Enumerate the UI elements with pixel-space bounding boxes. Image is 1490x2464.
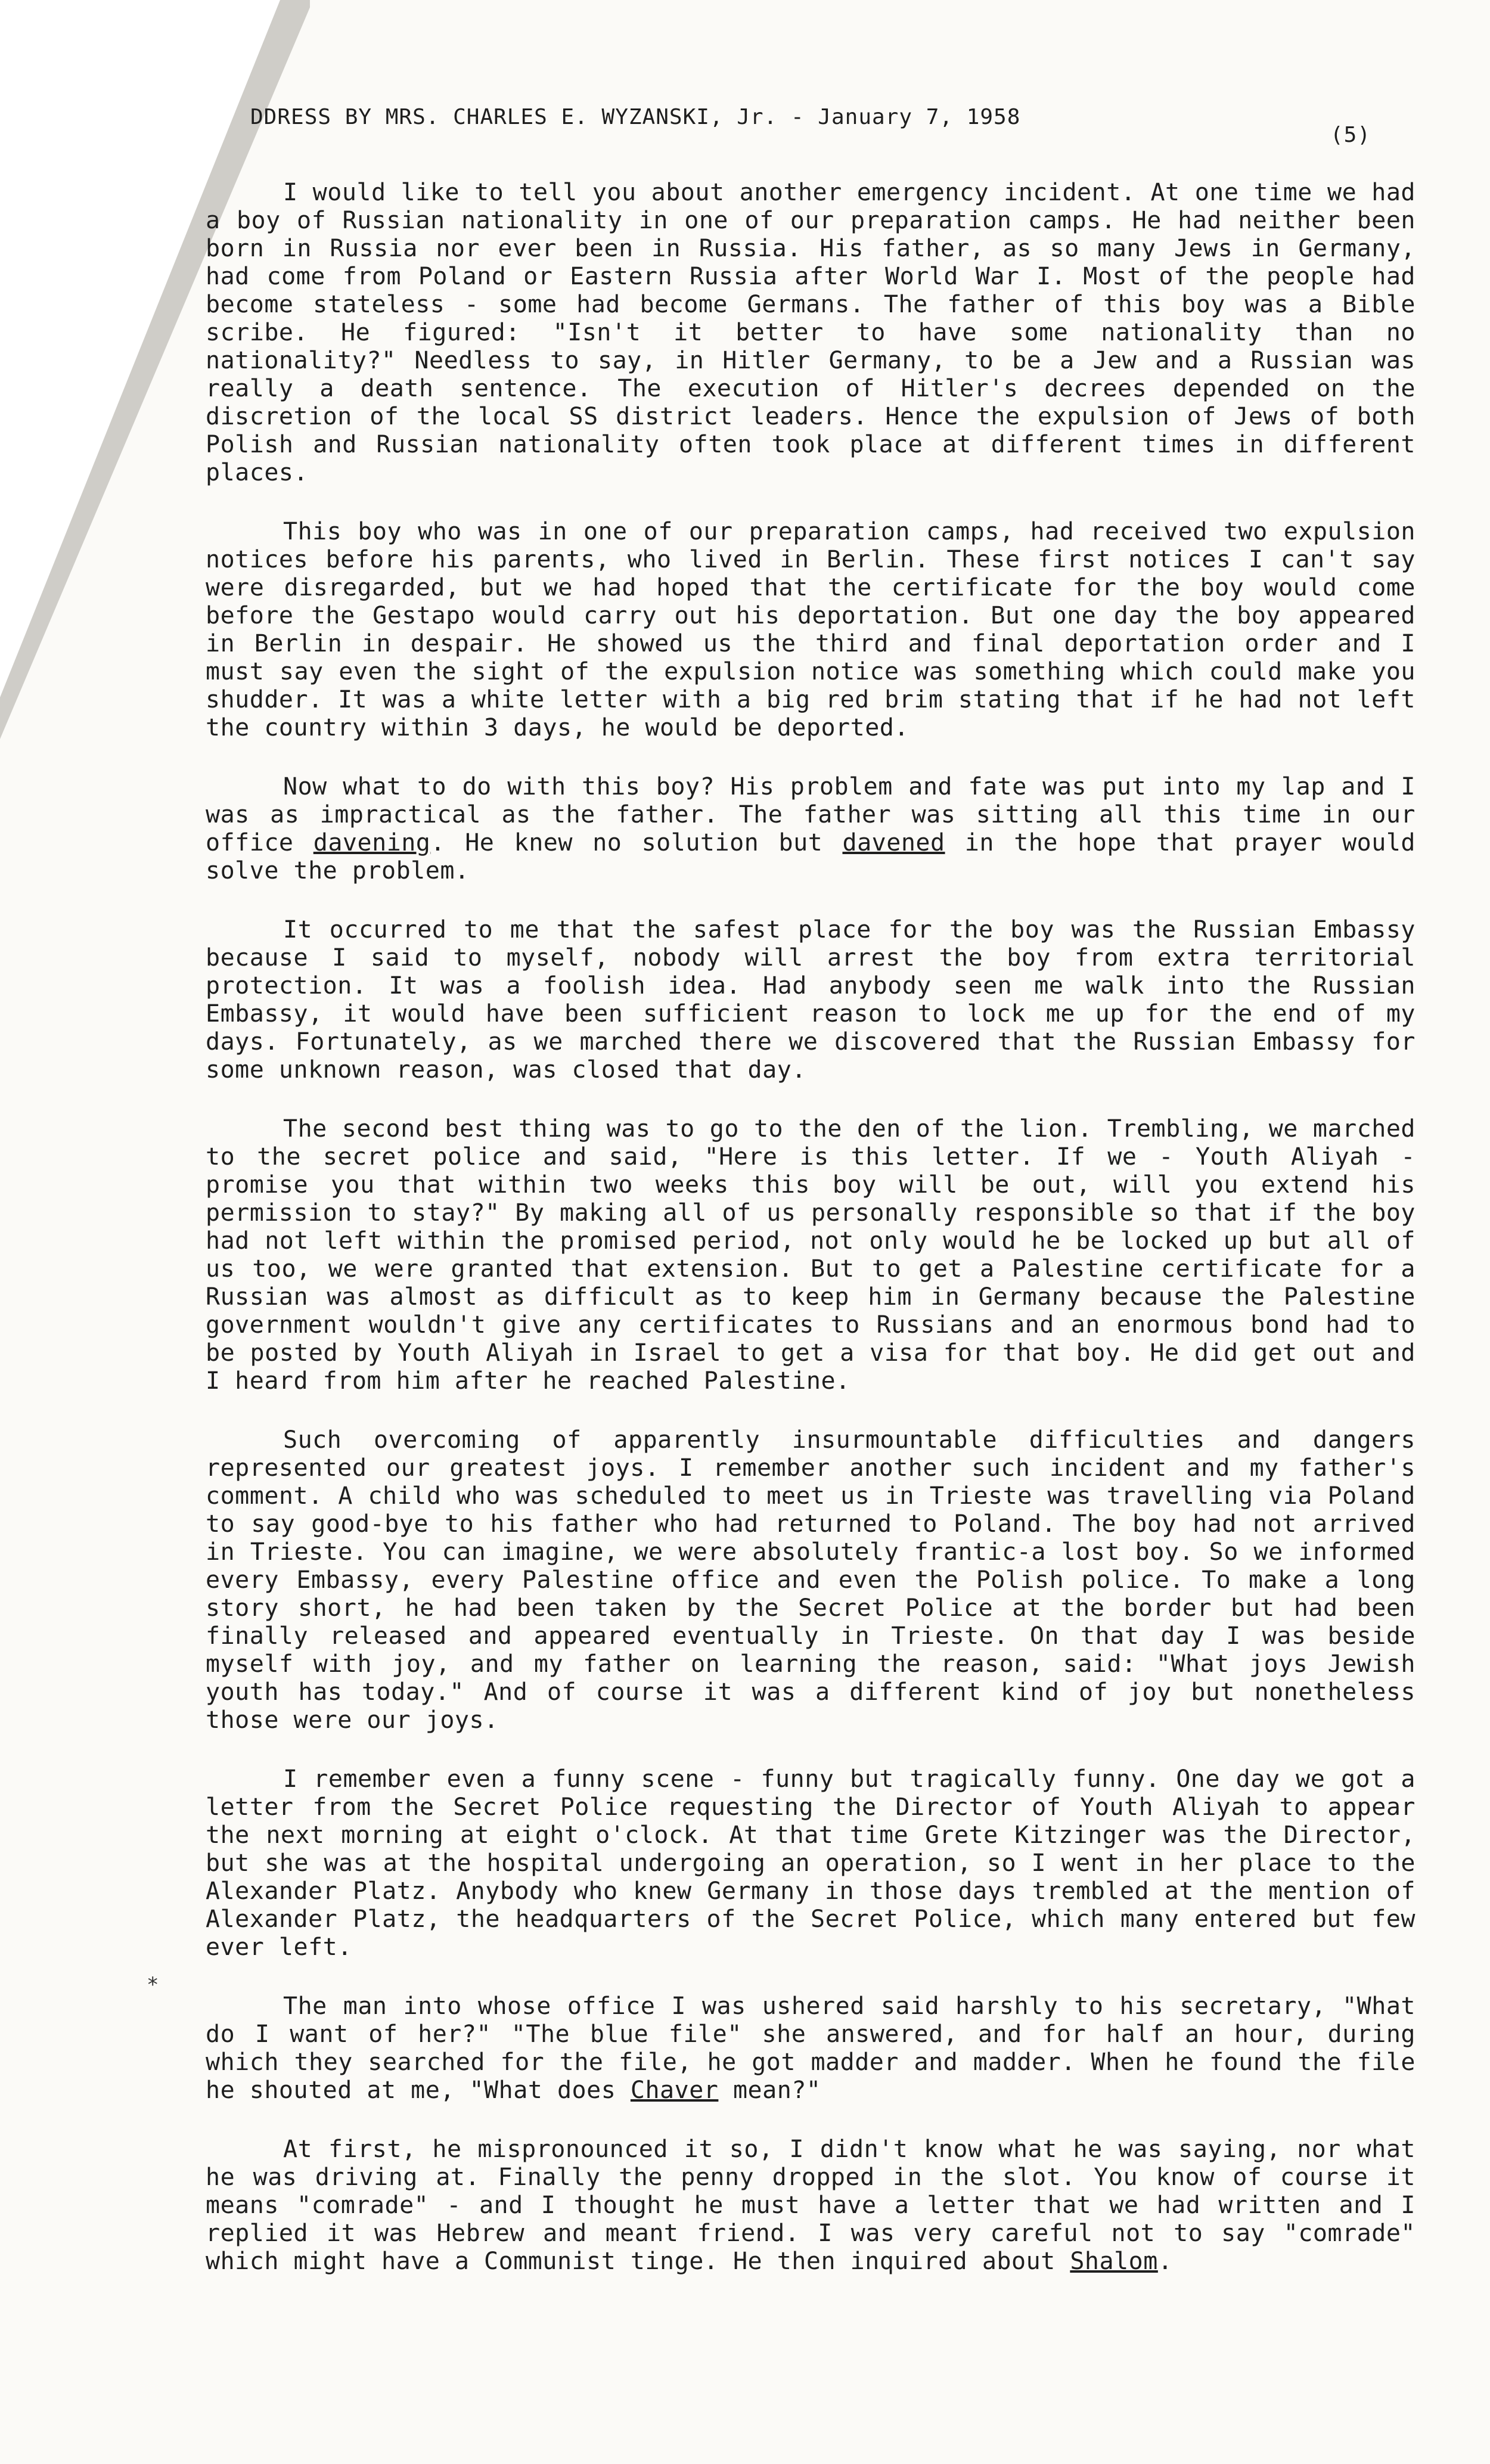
underlined-word: Shalom [1070,2248,1158,2275]
paragraph [206,1993,1416,2105]
body-text [206,179,1416,2276]
header-title: DDRESS BY MRS. CHARLES E. WYZANSKI, Jr. - January 7, 1958 [250,105,1021,129]
paragraph-text: mean?" [718,2077,821,2104]
paragraph-text: At first, he mispronounced it so, I didn't know what he was saying, nor what he was driving at. Finally the penny dropped in the slot. You know of course it means "comrade" - and I thought he must have a letter that we had written and I replied it was Hebrew and meant friend. I was very careful not to say "comrade" which might have a Communist tinge. He then inquired about [206,2136,1416,2275]
paragraph-text: . [1157,2248,1173,2275]
paragraph [206,773,1416,885]
page-number: (5) [1330,123,1371,147]
paragraph: The second best thing was to go to the den of the lion. Trembling, we marched to the secret police and said, "Here is this letter. If we - Youth Aliyah - promise you that within two weeks this boy will be out, will you extend his permission to stay?" By making all of us personally responsible so that if the boy had not left within the promised period, not only would he be locked up but all of us too, we were granted that extension. But to get a Palestine certificate for a Russian was almost as difficult as to keep him in Germany because the Palestine government wouldn't give any certificates to Russians and an enormous bond had to be posted by Youth Aliyah in Israel to get a visa for that boy. He did get out and I heard from him after he reached Palestine. [206,1115,1416,1395]
paragraph [206,2136,1416,2276]
paragraph: I would like to tell you about another emergency incident. At one time we had a boy of Russian nationality in one of our preparation camps. He had neither been born in Russia nor ever been in Russia. His father, as so many Jews in Germany, had come from Poland or Eastern Russia after World War I. Most of the people had become stateless - some had become Germans. The father of this boy was a Bible scribe. He figured: "Isn't it better to have some nationality than no nationality?" Needless to say, in Hitler Germany, to be a Jew and a Russian was really a death sentence. The execution of Hitler's decrees depended on the discretion of the local SS district leaders. Hence the expulsion of Jews of both Polish and Russian nationality often took place at different times in different places. [206,179,1416,486]
paragraph: I remember even a funny scene - funny but tragically funny. One day we got a letter from the Secret Police requesting the Director of Youth Aliyah to appear the next morning at eight o'clock. At that time Grete Kitzinger was the Director, but she was at the hospital undergoing an operation, so I went in her place to the Alexander Platz. Anybody who knew Germany in those days trembled at the mention of Alexander Platz, the headquarters of the Secret Police, which many entered but few ever left. [206,1765,1416,1961]
underlined-word: davening [313,829,431,856]
page-header [250,105,1424,147]
underlined-word: Chaver [630,2077,719,2104]
margin-mark: * [147,1973,159,1997]
paragraph-text: . He knew no solution but [430,829,843,856]
paragraph-text: The man into whose office I was ushered said harshly to his secretary, "What do I want of her?" "The blue file" she answered, and for half an hour, during which they searched for the file, he got madder and madder. When he found the file he shouted at me, "What does [206,1993,1416,2104]
paragraph: This boy who was in one of our preparation camps, had received two expulsion notices before his parents, who lived in Berlin. These first notices I can't say were disregarded, but we had hoped that the certificate for the boy would come before the Gestapo would carry out his deportation. But one day the boy appeared in Berlin in despair. He showed us the third and final deportation order and I must say even the sight of the expulsion notice was something which could make you shudder. It was a white letter with a big red brim stating that if he had not left the country within 3 days, he would be deported. [206,518,1416,741]
paragraph: Such overcoming of apparently insurmountable difficulties and dangers represented our greatest joys. I remember another such incident and my father's comment. A child who was scheduled to meet us in Trieste was travelling via Poland to say good-bye to his father who had returned to Poland. The boy had not arrived in Trieste. You can imagine, we were absolutely frantic-a lost boy. So we informed every Embassy, every Palestine office and even the Polish police. To make a long story short, he had been taken by the Secret Police at the border but had been finally released and appeared eventually in Trieste. On that day I was beside myself with joy, and my father on learning the reason, said: "What joys Jewish youth has today." And of course it was a different kind of joy but nonetheless those were our joys. [206,1426,1416,1734]
paragraph-text: in the hope that prayer would solve the problem. [206,829,1416,885]
underlined-word: davened [842,829,945,856]
paragraph-text: Now what to do with this boy? His problem and fate was put into my lap and I was as impractical as the father. The father was sitting all this time in our office [206,773,1416,856]
paragraph: It occurred to me that the safest place for the boy was the Russian Embassy because I said to myself, nobody will arrest the boy from extra territorial protection. It was a foolish idea. Had anybody seen me walk into the Russian Embassy, it would have been sufficient reason to lock me up for the end of my days. Fortunately, as we marched there we discovered that the Russian Embassy for some unknown reason, was closed that day. [206,916,1416,1084]
